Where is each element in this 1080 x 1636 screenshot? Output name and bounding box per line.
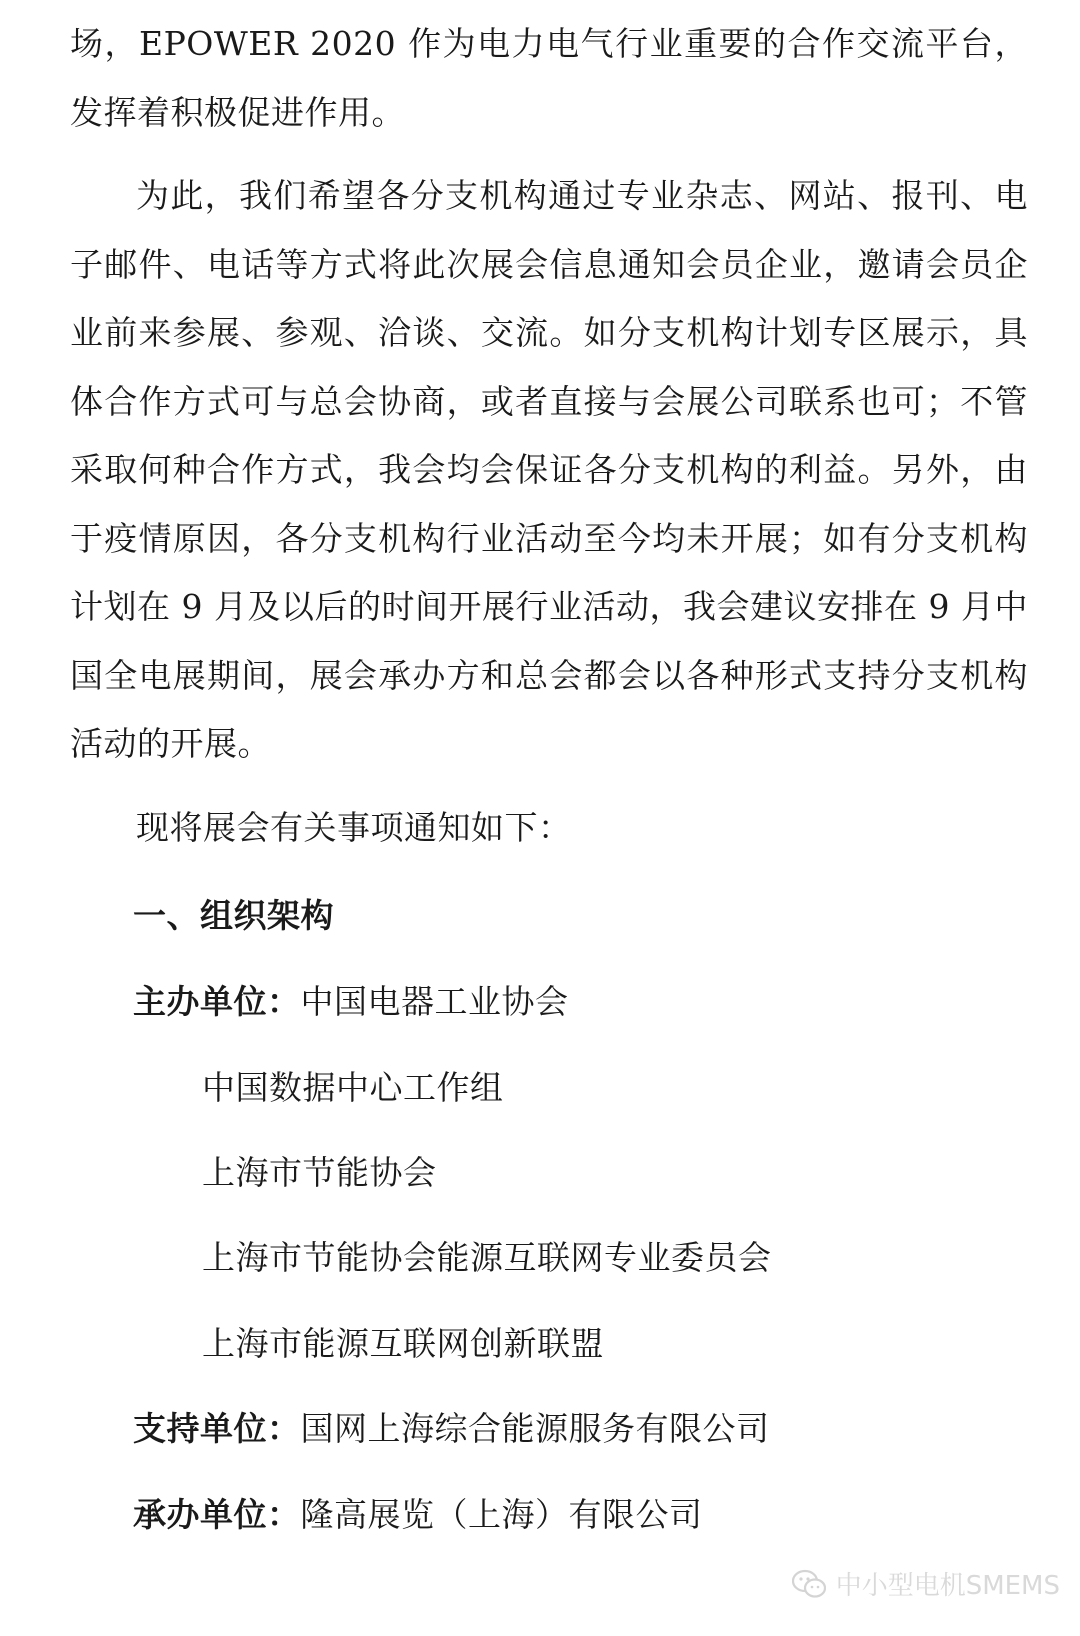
paragraph-branch-cooperation: 为此，我们希望各分支机构通过专业杂志、网站、报刊、电子邮件、电话等方式将此次展会信息通知会员企业，邀请会员企业前来参展、参观、洽谈、交流。如分支机构计划专区展示，具体合作方式可与总会协商，或者直接与会展公司联系也可；不管采取何种合作方式，我会均会保证各分支机构的利益。另外，由于疫情原因，各分支机构行业活动至今均未开展；如有分支机构计划在 9 月及以后的时间开展行业活动，我会建议安排在 9 月中国全电展期间，展会承办方和总会都会以各种形式支持分支机构活动的开展。 [70, 176, 1028, 763]
paragraph-continuation: 场，EPOWER 2020 作为电力电气行业重要的合作交流平台，发挥着积极促进作用。 [70, 24, 1028, 132]
host-row [133, 980, 569, 1024]
support-row [133, 1407, 770, 1451]
host-unit-5: 上海市能源互联网创新联盟 [202, 1324, 604, 1363]
paragraph-notice-intro: 现将展会有关事项通知如下： [136, 808, 572, 847]
support-unit: 国网上海综合能源服务有限公司 [300, 1409, 770, 1448]
undertake-row [133, 1493, 703, 1537]
host-unit-3: 上海市节能协会 [202, 1153, 437, 1192]
watermark [792, 1565, 1060, 1602]
undertake-unit: 隆高展览（上海）有限公司 [300, 1495, 703, 1534]
host-label: 主办单位： [133, 982, 301, 1021]
support-label: 支持单位： [133, 1409, 301, 1448]
host-unit-4: 上海市节能协会能源互联网专业委员会 [202, 1238, 772, 1277]
section-heading-organization: 一、组织架构 [133, 896, 334, 935]
watermark-text: 中小型电机SMEMS [835, 1571, 1060, 1601]
undertake-label: 承办单位： [133, 1495, 301, 1534]
host-unit-1: 中国电器工业协会 [300, 982, 569, 1021]
host-unit-2: 中国数据中心工作组 [202, 1068, 504, 1107]
wechat-icon [792, 1569, 826, 1599]
